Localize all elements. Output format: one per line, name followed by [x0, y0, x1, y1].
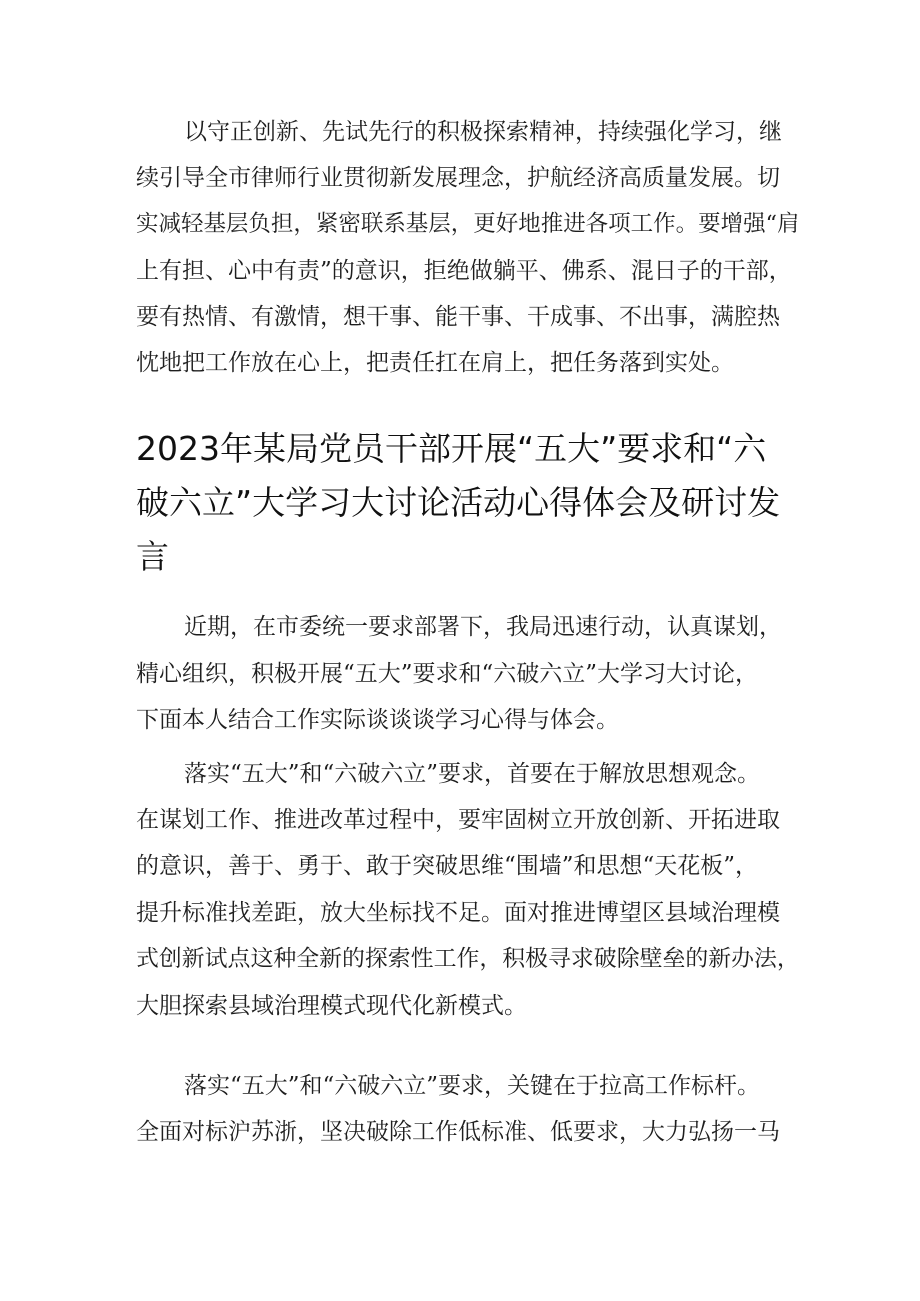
title-line: 2023年某局党员干部开展“五大”要求和“六: [136, 429, 767, 468]
title-line: 破六立”大学习大讨论活动心得体会及研讨发: [136, 483, 781, 522]
paragraph-line: 近期，在市委统一要求部署下，我局迅速行动，认真谋划，: [184, 614, 782, 640]
paragraph-line: 以守正创新、先试先行的积极探索精神，持续强化学习，继: [184, 119, 782, 145]
paragraph-line: 式创新试点这种全新的探索性工作，积极寻求破除壁垒的新办法，: [136, 946, 800, 972]
paragraph-line: 全面对标沪苏浙，坚决破除工作低标准、低要求，大力弘扬一马: [136, 1119, 780, 1145]
paragraph-line: 要有热情、有激情，想干事、能干事、干成事、不出事，满腔热: [136, 304, 780, 330]
paragraph-line: 大胆探索县域治理模式现代化新模式。: [136, 993, 527, 1019]
paragraph-line: 提升标准找差距，放大坐标找不足。面对推进博望区县域治理模: [136, 900, 780, 926]
paragraph-line: 落实“五大”和“六破六立”要求，首要在于解放思想观念。: [184, 761, 761, 787]
paragraph-line: 在谋划工作、推进改革过程中，要牢固树立开放创新、开拓进取: [136, 807, 780, 833]
paragraph-line: 实减轻基层负担，紧密联系基层，更好地推进各项工作。要增强“肩: [136, 211, 800, 237]
paragraph-line: 下面本人结合工作实际谈谈谈学习心得与体会。: [136, 707, 619, 733]
paragraph-line: 精心组织，积极开展“五大”要求和“六破六立”大学习大讨论，: [136, 661, 759, 687]
title-line: 言: [136, 537, 169, 576]
paragraph-line: 续引导全市律师行业贯彻新发展理念，护航经济高质量发展。切: [136, 165, 780, 191]
paragraph-line: 上有担、心中有责”的意识，拒绝做躺平、佛系、混日子的干部，: [136, 258, 792, 284]
paragraph-line: 落实“五大”和“六破六立”要求，关键在于拉高工作标杆。: [184, 1073, 761, 1099]
paragraph-line: 忱地把工作放在心上，把责任扛在肩上，把任务落到实处。: [136, 350, 734, 376]
paragraph-line: 的意识，善于、勇于、敢于突破思维“围墙”和思想“天花板”，: [136, 853, 759, 879]
